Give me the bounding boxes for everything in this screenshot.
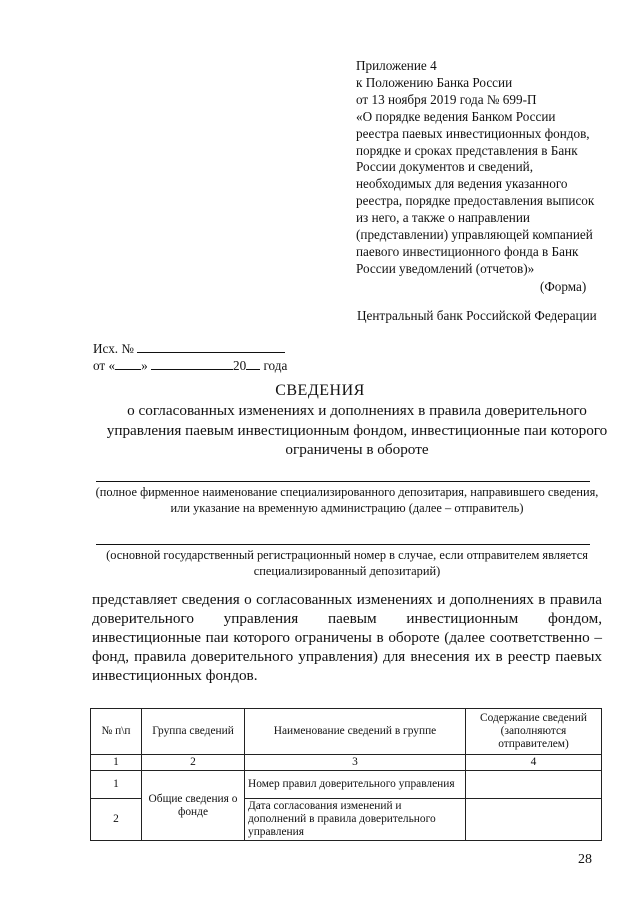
table-row [91, 771, 602, 799]
appendix-line: реестра паевых инвестиционных фондов, [356, 125, 590, 141]
col-number: 4 [466, 755, 602, 771]
body-paragraph [92, 590, 602, 685]
sender-name-line [96, 481, 590, 482]
paragraph-line: представляет сведения о согласованных изменениях и дополнениях в правила [92, 591, 602, 608]
date-open-quote: от « [93, 358, 116, 373]
appendix-line: Приложение 4 [356, 58, 437, 73]
table-column-number-row [91, 755, 602, 771]
date-year-blank [246, 357, 260, 370]
group-cell: Общие сведения о фонде [142, 771, 245, 841]
appendix-block [356, 58, 606, 278]
row-content [466, 799, 602, 841]
outgoing-number-line [93, 340, 287, 357]
document-subtitle: о согласованных изменениях и дополнениях в правила доверительного управления паевым инвестиционным фондом, инвестиционные паи которого ограничены в обороте [106, 402, 608, 458]
appendix-line: «О порядке ведения Банком России [356, 108, 556, 124]
date-month-blank [151, 357, 233, 370]
paragraph-line: инвестиционных фондов. [92, 667, 258, 684]
appendix-line: порядке и сроках представления в Банк [356, 142, 578, 158]
form-label: (Форма) [540, 279, 587, 294]
recipient: Центральный банк Российской Федерации [357, 308, 597, 323]
col-number: 1 [91, 755, 142, 771]
header-group: Группа сведений [142, 709, 245, 755]
appendix-line: к Положению Банка России [356, 74, 513, 90]
row-content [466, 771, 602, 799]
outgoing-reference [93, 340, 287, 374]
sender-name-caption: (полное фирменное наименование специализированного депозитария, направившего сведения, или указание на временную администрацию (далее – отправитель) [95, 485, 599, 515]
paragraph-line: фонд, правила доверительного управления) для внесения их в реестр паевых [92, 648, 602, 665]
registration-number-line [96, 544, 590, 545]
outgoing-number-label: Исх. № [93, 341, 134, 356]
date-year-prefix: 20 [232, 358, 247, 373]
appendix-line: паевого инвестиционного фонда в Банк [356, 243, 579, 259]
appendix-line: из него, а также о направлении [356, 210, 530, 226]
outgoing-date-line [93, 357, 287, 374]
col-number: 2 [142, 755, 245, 771]
paragraph-line: инвестиционные паи которого ограничены в обороте (далее соответственно – [92, 629, 602, 646]
appendix-line: реестра, порядке предоставления выписок [356, 193, 595, 209]
date-close-quote: » [141, 358, 148, 373]
row-number: 2 [91, 799, 142, 841]
header-name: Наименование сведений в группе [245, 709, 466, 755]
appendix-line: России документов и сведений, [356, 159, 534, 175]
header-content: Содержание сведений (заполняются отправителем) [466, 709, 602, 755]
row-name: Номер правил доверительного управления [245, 771, 466, 799]
row-number: 1 [91, 771, 142, 799]
registration-number-caption: (основной государственный регистрационный номер в случае, если отправителем является специализированный депозитарий) [106, 548, 588, 578]
appendix-line: от 13 ноября 2019 года № 699-П [356, 91, 537, 107]
row-name: Дата согласования изменений и дополнений в правила доверительного управления [245, 799, 466, 841]
appendix-line: (представлении) управляющей компанией [356, 227, 593, 243]
date-year-word: года [263, 358, 288, 373]
appendix-line: России уведомлений (отчетов)» [356, 260, 535, 276]
table-header-row [91, 709, 602, 755]
paragraph-line: доверительного управления паевым инвестиционным фондом, [92, 610, 602, 627]
document-title: СВЕДЕНИЯ [275, 382, 365, 399]
col-number: 3 [245, 755, 466, 771]
info-table [90, 708, 602, 841]
outgoing-number-blank [137, 340, 285, 353]
header-num: № п\п [91, 709, 142, 755]
date-day-blank [115, 357, 141, 370]
page-number: 28 [578, 852, 592, 867]
appendix-line: необходимых для ведения указанного [356, 176, 568, 192]
